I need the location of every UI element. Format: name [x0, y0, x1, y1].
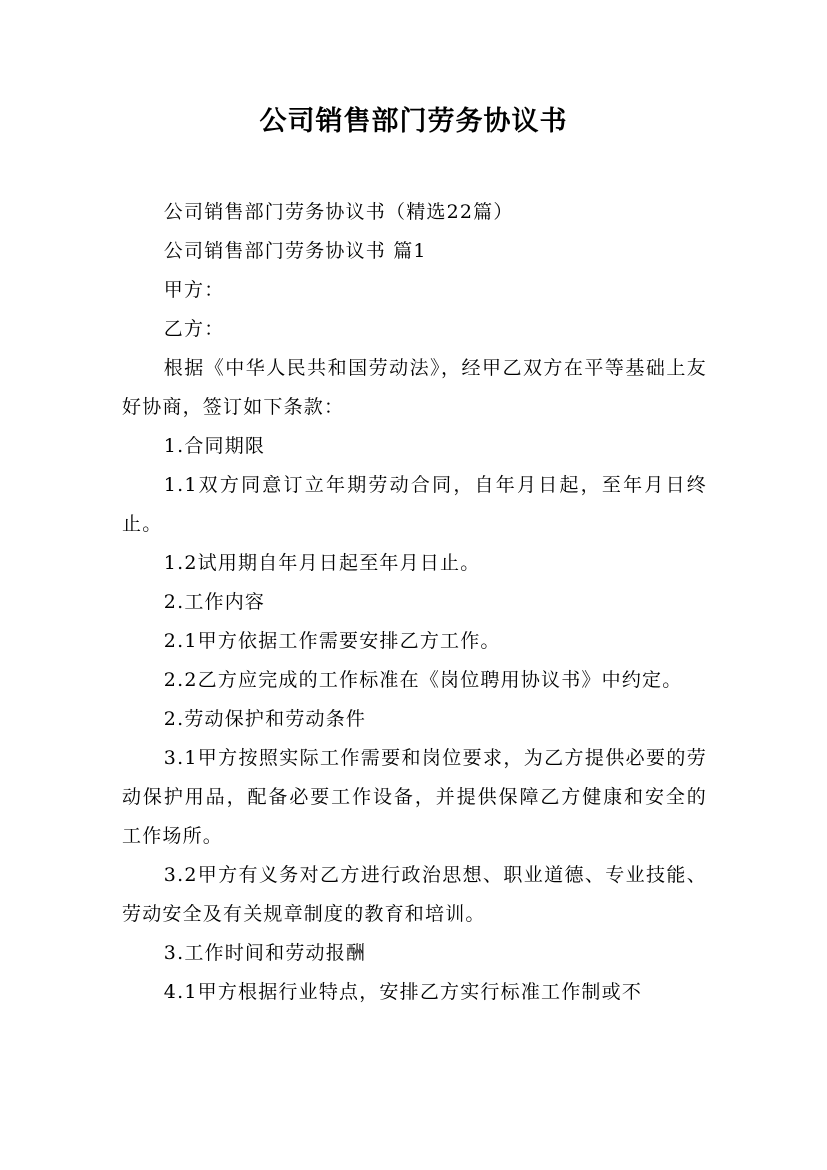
paragraph-clause-4-1: 4.1甲方根据行业特点，安排乙方实行标准工作制或不: [163, 981, 643, 1003]
paragraph-preamble: 根据《中华人民共和国劳动法》，经甲乙双方在平等基础上友好协商，签订如下条款：: [122, 357, 707, 418]
document-body: [122, 193, 707, 1012]
paragraph-clause-1-2: 1.2试用期自年月日起至年月日止。: [163, 552, 481, 574]
document-title: 公司销售部门劳务协议书: [259, 106, 568, 137]
paragraph-clause-2-1: 2.1甲方依据工作需要安排乙方工作。: [163, 630, 501, 652]
paragraph-section-heading: 公司销售部门劳务协议书 篇1: [163, 240, 427, 262]
paragraph-party-a: 甲方：: [163, 279, 225, 301]
paragraph-subtitle: 公司销售部门劳务协议书（精选22篇）: [163, 201, 514, 223]
paragraph-party-b: 乙方：: [163, 318, 225, 340]
paragraph-clause-3-1: 3.1甲方按照实际工作需要和岗位要求，为乙方提供必要的劳动保护用品，配备必要工作设备，并提供保障乙方健康和安全的工作场所。: [122, 747, 707, 847]
paragraph-clause-2: 2.工作内容: [163, 591, 266, 613]
paragraph-clause-3: 2.劳动保护和劳动条件: [163, 708, 367, 730]
paragraph-clause-1-1: 1.1双方同意订立年期劳动合同，自年月日起，至年月日终止。: [122, 474, 707, 535]
paragraph-clause-3-2: 3.2甲方有义务对乙方进行政治思想、职业道德、专业技能、劳动安全及有关规章制度的教育和培训。: [122, 864, 707, 925]
paragraph-clause-1: 1.合同期限: [163, 435, 266, 457]
paragraph-clause-2-2: 2.2乙方应完成的工作标准在《岗位聘用协议书》中约定。: [163, 669, 683, 691]
paragraph-clause-4: 3.工作时间和劳动报酬: [163, 942, 367, 964]
